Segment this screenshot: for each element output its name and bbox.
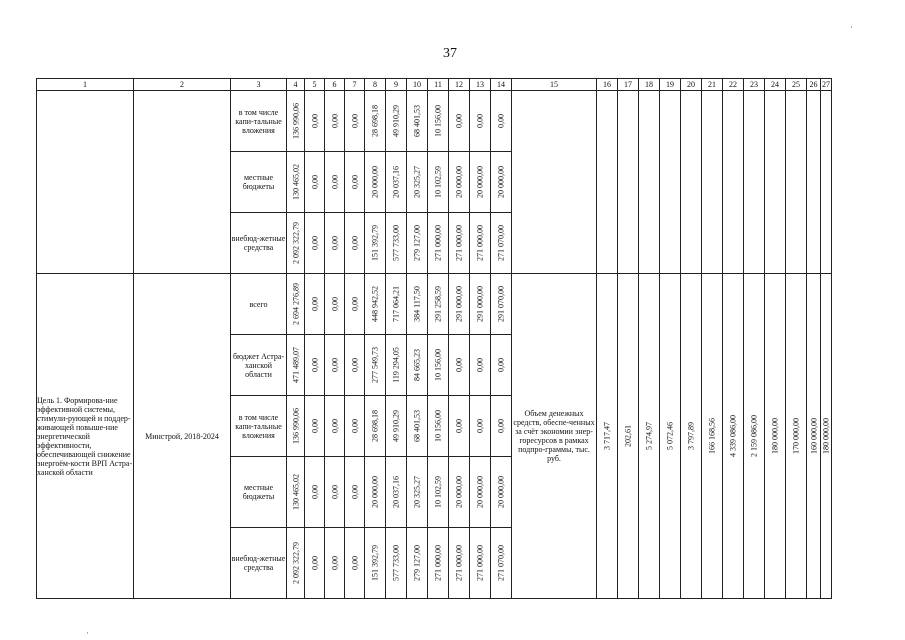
amount-cell	[305, 396, 325, 457]
indicator-value	[744, 274, 765, 599]
amount-cell	[386, 152, 407, 213]
amount-cell-text: 271 000,00	[433, 225, 443, 261]
funding-source-label: бюджет Астра-ханской области	[231, 335, 287, 396]
indicator-value	[660, 274, 681, 599]
indicator-value-text: 5 072,46	[665, 422, 675, 450]
amount-cell-text: 20 000,00	[475, 476, 485, 508]
empty-cell-col-17	[618, 91, 639, 274]
amount-cell	[407, 335, 428, 396]
amount-cell-text: 291 000,00	[475, 286, 485, 322]
empty-cell-col-21	[702, 91, 723, 274]
amount-cell-text: 471 489,07	[291, 347, 300, 383]
amount-cell	[407, 213, 428, 274]
amount-cell	[305, 213, 325, 274]
budget-table	[36, 78, 832, 599]
amount-cell	[428, 213, 449, 274]
column-number: 6	[325, 79, 345, 91]
amount-cell	[325, 213, 345, 274]
amount-cell	[449, 396, 470, 457]
indicator-description: Объем денежных средств, обеспе-ченных за счёт экономии энер-горесурсов в рамках подпро-граммы, тыс. руб.	[512, 274, 597, 599]
amount-cell-text: 291 258,59	[433, 286, 443, 322]
indicator-value-text: 180 000,00	[770, 418, 780, 454]
amount-cell	[365, 335, 386, 396]
executor-period: Минстрой, 2018-2024	[134, 274, 231, 599]
indicator-value	[702, 274, 723, 599]
amount-cell	[287, 91, 305, 152]
indicator-value	[807, 274, 821, 599]
amount-cell	[287, 457, 305, 528]
amount-cell	[407, 152, 428, 213]
column-number: 10	[407, 79, 428, 91]
amount-cell-text: 2 694 276,89	[291, 283, 300, 325]
amount-cell-text: 136 990,06	[291, 103, 300, 139]
amount-cell-text: 0,00	[454, 114, 464, 128]
amount-cell	[345, 91, 365, 152]
amount-cell	[449, 528, 470, 599]
amount-cell	[287, 152, 305, 213]
amount-cell-text: 20 000,00	[496, 476, 506, 508]
column-number: 7	[345, 79, 365, 91]
column-number: 12	[449, 79, 470, 91]
indicator-value	[786, 274, 807, 599]
amount-cell-text: 0,00	[330, 556, 339, 570]
indicator-value	[723, 274, 744, 599]
amount-cell-text: 0,00	[310, 358, 319, 372]
amount-cell	[386, 213, 407, 274]
amount-cell	[449, 152, 470, 213]
empty-cell-col-25	[786, 91, 807, 274]
amount-cell-text: 0,00	[454, 419, 464, 433]
indicator-value	[618, 274, 639, 599]
column-number: 25	[786, 79, 807, 91]
amount-cell-text: 130 465,02	[291, 164, 300, 200]
amount-cell	[386, 274, 407, 335]
amount-cell-text: 10 102,59	[433, 166, 443, 198]
amount-cell	[491, 213, 512, 274]
amount-cell-text: 0,00	[350, 485, 359, 499]
amount-cell-text: 277 549,73	[370, 347, 380, 383]
amount-cell-text: 119 294,05	[391, 347, 401, 383]
amount-cell-text: 49 910,29	[391, 105, 401, 137]
amount-cell	[325, 396, 345, 457]
scan-mark: ·	[86, 628, 89, 638]
amount-cell-text: 136 990,06	[291, 408, 300, 444]
column-number: 27	[822, 80, 830, 89]
column-number: 3	[231, 79, 287, 91]
amount-cell-text: 0,00	[330, 175, 339, 189]
column-number: 16	[597, 79, 618, 91]
indicator-value-text: 4 339 086,00	[728, 415, 738, 457]
amount-cell-text: 20 000,00	[475, 166, 485, 198]
amount-cell-text: 577 733,00	[391, 225, 401, 261]
amount-cell	[491, 457, 512, 528]
amount-cell-text: 20 325,27	[412, 166, 422, 198]
table-row	[37, 274, 832, 335]
amount-cell-text: 0,00	[496, 114, 506, 128]
amount-cell	[386, 396, 407, 457]
amount-cell-text: 0,00	[350, 358, 359, 372]
amount-cell-text: 20 037,16	[391, 166, 401, 198]
column-number: 9	[386, 79, 407, 91]
amount-cell-text: 271 070,00	[496, 225, 506, 261]
column-number: 23	[744, 79, 765, 91]
amount-cell	[345, 152, 365, 213]
amount-cell-text: 20 000,00	[496, 166, 506, 198]
amount-cell-text: 2 092 322,79	[291, 542, 300, 584]
amount-cell	[287, 274, 305, 335]
amount-cell-text: 0,00	[330, 297, 339, 311]
indicator-value-text: 202,61	[623, 425, 633, 447]
amount-cell	[305, 457, 325, 528]
amount-cell	[428, 528, 449, 599]
indicator-value	[681, 274, 702, 599]
amount-cell-text: 717 064,21	[391, 286, 401, 322]
amount-cell	[345, 274, 365, 335]
empty-cell-col-16	[597, 91, 618, 274]
amount-cell	[325, 335, 345, 396]
funding-source-label: в том числе капи-тальные вложения	[231, 91, 287, 152]
amount-cell	[325, 528, 345, 599]
amount-cell	[386, 528, 407, 599]
amount-cell	[365, 396, 386, 457]
amount-cell-text: 20 000,00	[454, 476, 464, 508]
indicator-value-text: 160 000,00	[809, 418, 818, 454]
amount-cell-text: 384 117,50	[412, 286, 422, 322]
amount-cell-text: 20 325,27	[412, 476, 422, 508]
amount-cell-text: 28 698,18	[370, 105, 380, 137]
amount-cell	[287, 213, 305, 274]
empty-cell-col-20	[681, 91, 702, 274]
amount-cell	[365, 457, 386, 528]
amount-cell-text: 0,00	[310, 297, 319, 311]
amount-cell-text: 0,00	[475, 358, 485, 372]
amount-cell	[345, 528, 365, 599]
indicator-value-text: 5 274,97	[644, 422, 654, 450]
column-number: 20	[681, 79, 702, 91]
amount-cell	[470, 152, 491, 213]
amount-cell	[365, 91, 386, 152]
amount-cell-text: 271 000,00	[454, 545, 464, 581]
amount-cell	[491, 528, 512, 599]
amount-cell-text: 0,00	[330, 358, 339, 372]
amount-cell	[407, 91, 428, 152]
column-number: 24	[765, 79, 786, 91]
column-number: 11	[428, 79, 449, 91]
amount-cell	[345, 457, 365, 528]
indicator-value	[597, 274, 618, 599]
amount-cell	[365, 528, 386, 599]
indicator-value-text: 170 000,00	[791, 418, 801, 454]
amount-cell	[345, 213, 365, 274]
amount-cell	[470, 457, 491, 528]
amount-cell-text: 0,00	[330, 114, 339, 128]
funding-source-label: внебюд-жетные средства	[231, 528, 287, 599]
amount-cell-text: 0,00	[350, 114, 359, 128]
amount-cell-text: 28 698,18	[370, 410, 380, 442]
empty-cell-col-24	[765, 91, 786, 274]
amount-cell-text: 271 000,00	[475, 225, 485, 261]
amount-cell-text: 0,00	[310, 236, 319, 250]
amount-cell-text: 0,00	[330, 485, 339, 499]
funding-source-label: местные бюджеты	[231, 457, 287, 528]
empty-cell-col-23	[744, 91, 765, 274]
amount-cell	[449, 91, 470, 152]
amount-cell	[325, 274, 345, 335]
indicator-value	[821, 274, 832, 599]
column-number: 19	[660, 79, 681, 91]
goal-description: Цель 1. Формирова-ние эффективной системы, стимули-рующей и поддер-живающей повыше-ние энергетической эффективности, обеспечивающей снижение энергоём-кости ВРП Астра-ханской области	[37, 274, 134, 599]
amount-cell-text: 271 000,00	[475, 545, 485, 581]
amount-cell-text: 10 156,00	[433, 349, 443, 381]
amount-cell-text: 0,00	[330, 236, 339, 250]
column-number: 8	[365, 79, 386, 91]
amount-cell-text: 0,00	[310, 175, 319, 189]
amount-cell	[449, 457, 470, 528]
amount-cell	[407, 528, 428, 599]
amount-cell	[407, 457, 428, 528]
amount-cell-text: 49 910,29	[391, 410, 401, 442]
column-number: 4	[287, 79, 305, 91]
amount-cell-text: 0,00	[475, 114, 485, 128]
amount-cell-text: 0,00	[310, 419, 319, 433]
column-number: 14	[491, 79, 512, 91]
empty-executor-cell	[134, 91, 231, 274]
amount-cell	[491, 91, 512, 152]
amount-cell	[305, 91, 325, 152]
amount-cell-text: 20 037,16	[391, 476, 401, 508]
amount-cell-text: 0,00	[310, 485, 319, 499]
indicator-value-text: 3 797,89	[686, 422, 696, 450]
amount-cell-text: 0,00	[496, 419, 506, 433]
amount-cell-text: 0,00	[454, 358, 464, 372]
column-number: 5	[305, 79, 325, 91]
page-number: 37	[443, 46, 457, 61]
indicator-value	[765, 274, 786, 599]
amount-cell-text: 20 000,00	[370, 476, 380, 508]
amount-cell-text: 0,00	[350, 175, 359, 189]
amount-cell-text: 84 665,23	[412, 349, 422, 381]
column-number: 22	[723, 79, 744, 91]
indicator-value	[639, 274, 660, 599]
amount-cell	[305, 528, 325, 599]
column-number: 1	[37, 79, 134, 91]
amount-cell-text: 291 000,00	[454, 286, 464, 322]
funding-source-label: местные бюджеты	[231, 152, 287, 213]
amount-cell-text: 0,00	[350, 419, 359, 433]
amount-cell-text: 291 070,00	[496, 286, 506, 322]
amount-cell	[491, 274, 512, 335]
amount-cell-text: 0,00	[310, 114, 319, 128]
amount-cell	[386, 91, 407, 152]
amount-cell	[386, 335, 407, 396]
amount-cell	[449, 213, 470, 274]
column-number: 13	[470, 79, 491, 91]
amount-cell	[287, 335, 305, 396]
amount-cell-text: 0,00	[350, 556, 359, 570]
indicator-value-text: 166 168,56	[707, 418, 717, 454]
amount-cell-text: 0,00	[496, 358, 506, 372]
scan-mark: ·	[850, 22, 853, 32]
amount-cell-text: 271 070,00	[496, 545, 506, 581]
empty-cell-col-19	[660, 91, 681, 274]
funding-source-label: внебюд-жетные средства	[231, 213, 287, 274]
indicator-value-text: 2 159 086,00	[749, 415, 759, 457]
column-number: 26	[807, 79, 821, 91]
amount-cell	[470, 274, 491, 335]
column-number-row	[37, 79, 832, 91]
amount-cell-text: 577 733,00	[391, 545, 401, 581]
amount-cell-text: 10 156,00	[433, 410, 443, 442]
empty-goal-cell	[37, 91, 134, 274]
amount-cell	[305, 335, 325, 396]
amount-cell-text: 0,00	[350, 297, 359, 311]
amount-cell	[407, 396, 428, 457]
amount-cell	[470, 396, 491, 457]
amount-cell	[287, 528, 305, 599]
amount-cell	[305, 274, 325, 335]
empty-cell-col-22	[723, 91, 744, 274]
amount-cell	[325, 91, 345, 152]
amount-cell	[428, 396, 449, 457]
amount-cell	[365, 274, 386, 335]
amount-cell	[491, 396, 512, 457]
column-number: 15	[512, 79, 597, 91]
column-number: 21	[702, 79, 723, 91]
amount-cell	[470, 528, 491, 599]
amount-cell	[407, 274, 428, 335]
amount-cell-text: 151 392,79	[370, 225, 380, 261]
amount-cell-text: 279 127,00	[412, 545, 422, 581]
amount-cell	[470, 335, 491, 396]
amount-cell-text: 0,00	[350, 236, 359, 250]
amount-cell-text: 10 156,00	[433, 105, 443, 137]
amount-cell	[365, 152, 386, 213]
funding-source-label: в том числе капи-тальные вложения	[231, 396, 287, 457]
indicator-value-text: 3 717,47	[602, 422, 612, 450]
amount-cell	[386, 457, 407, 528]
amount-cell	[491, 335, 512, 396]
amount-cell	[428, 335, 449, 396]
amount-cell	[287, 396, 305, 457]
amount-cell	[365, 213, 386, 274]
amount-cell	[325, 457, 345, 528]
amount-cell-text: 279 127,00	[412, 225, 422, 261]
amount-cell	[345, 396, 365, 457]
column-number: 17	[618, 79, 639, 91]
column-number: 2	[134, 79, 231, 91]
amount-cell	[345, 335, 365, 396]
indicator-value-text: 180 000,00	[821, 418, 831, 454]
amount-cell-text: 20 000,00	[454, 166, 464, 198]
amount-cell	[428, 457, 449, 528]
empty-cell-col-26	[807, 91, 821, 274]
amount-cell-text: 10 102,59	[433, 476, 443, 508]
amount-cell-text: 271 000,00	[454, 225, 464, 261]
amount-cell-text: 271 000,00	[433, 545, 443, 581]
amount-cell-text: 0,00	[310, 556, 319, 570]
column-number: 18	[639, 79, 660, 91]
amount-cell	[325, 152, 345, 213]
empty-cell-col-18	[639, 91, 660, 274]
amount-cell	[470, 213, 491, 274]
empty-cell-col-15	[512, 91, 597, 274]
table-row	[37, 91, 832, 152]
amount-cell-text: 68 401,53	[412, 105, 422, 137]
amount-cell-text: 151 392,79	[370, 545, 380, 581]
amount-cell-text: 20 000,00	[370, 166, 380, 198]
amount-cell-text: 130 465,02	[291, 474, 300, 510]
amount-cell-text: 0,00	[330, 419, 339, 433]
funding-source-label: всего	[231, 274, 287, 335]
amount-cell	[491, 152, 512, 213]
amount-cell	[449, 335, 470, 396]
amount-cell	[305, 152, 325, 213]
amount-cell-text: 0,00	[475, 419, 485, 433]
amount-cell-text: 2 092 322,79	[291, 222, 300, 264]
amount-cell	[449, 274, 470, 335]
amount-cell	[428, 274, 449, 335]
amount-cell	[428, 91, 449, 152]
amount-cell-text: 68 401,53	[412, 410, 422, 442]
amount-cell-text: 448 942,52	[370, 286, 380, 322]
amount-cell	[470, 91, 491, 152]
empty-cell-col-27	[821, 91, 832, 274]
amount-cell	[428, 152, 449, 213]
